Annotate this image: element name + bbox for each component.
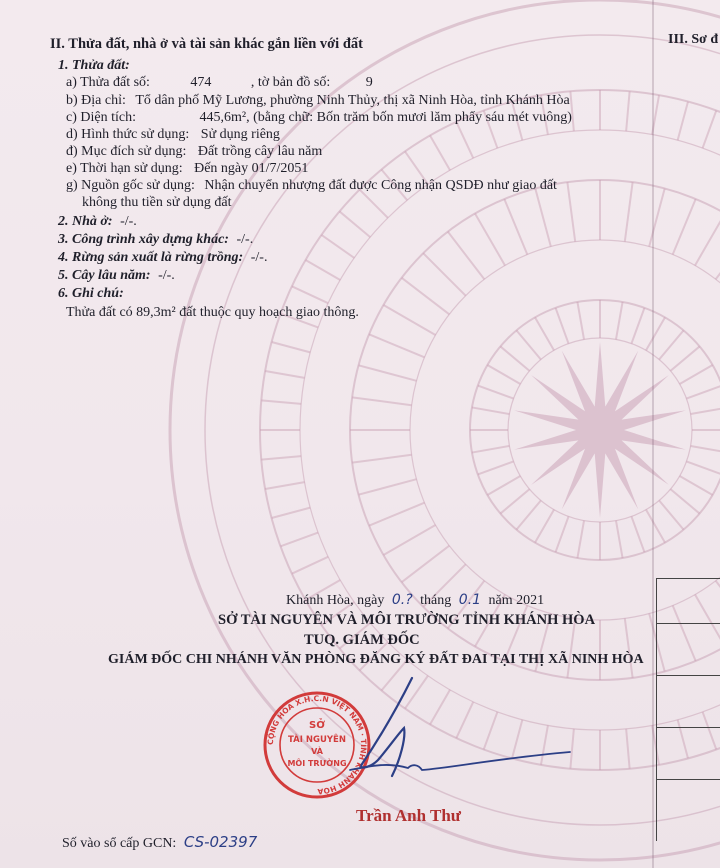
address-row xyxy=(66,93,570,109)
registry-number-row xyxy=(62,833,257,852)
map-sheet-label: , tờ bản đồ số: xyxy=(250,75,331,90)
usage-form-label: d) Hình thức sử dụng: xyxy=(66,127,190,142)
house-label: 2. Nhà ở: xyxy=(58,214,113,229)
on-behalf-title: TUQ. GIÁM ĐỐC xyxy=(304,632,420,648)
map-sheet-number: 9 xyxy=(365,75,373,90)
address-label: b) Địa chỉ: xyxy=(66,93,126,108)
term-row xyxy=(66,161,308,177)
signing-year: năm 2021 xyxy=(488,593,545,608)
signing-date xyxy=(286,592,544,609)
usage-form-row xyxy=(66,127,280,143)
perennial-value: -/-. xyxy=(158,268,175,283)
construction-value: -/-. xyxy=(236,232,254,247)
svg-text:TÀI NGUYÊN: TÀI NGUYÊN xyxy=(288,735,346,745)
perennial-row xyxy=(58,268,175,284)
parcel-label: a) Thửa đất số: xyxy=(66,75,150,90)
signer-name: Trần Anh Thư xyxy=(356,806,462,825)
month-label: tháng xyxy=(420,593,452,608)
term-value: Đến ngày 01/7/2051 xyxy=(194,161,309,176)
svg-text:CỘNG HÒA X.H.C.N VIỆT NAM · TỈ: CỘNG HÒA X.H.C.N VIỆT NAM · TỈNH KHÁNH HÒA xyxy=(265,693,369,797)
side-section-title: III. Sơ đ xyxy=(668,32,719,47)
registry-label: Số vào sổ cấp GCN: xyxy=(62,836,177,851)
signing-place-prefix: Khánh Hòa, ngày xyxy=(286,593,385,608)
house-value: -/-. xyxy=(120,214,137,229)
forest-label: 4. Rừng sản xuất là rừng trồng: xyxy=(58,250,244,265)
svg-text:VÀ: VÀ xyxy=(311,747,323,756)
term-label: e) Thời hạn sử dụng: xyxy=(66,161,183,176)
purpose-value: Đất trồng cây lâu năm xyxy=(197,144,323,159)
page-fold xyxy=(652,0,654,868)
forest-value: -/-. xyxy=(250,250,268,265)
section-title: II. Thửa đất, nhà ở và tài sản khác gắn liền với đất xyxy=(50,36,363,52)
area-value: 445,6m², (bằng chữ: Bốn trăm bốn mươi lăm phẩy sáu mét vuông) xyxy=(199,110,572,125)
perennial-label: 5. Cây lâu năm: xyxy=(58,268,151,283)
usage-form-value: Sử dụng riêng xyxy=(200,127,280,142)
house-row xyxy=(58,214,137,230)
address-value: Tổ dân phố Mỹ Lương, phường Ninh Thủy, thị xã Ninh Hòa, tỉnh Khánh Hòa xyxy=(135,93,570,108)
forest-row xyxy=(58,250,267,266)
signer-position: GIÁM ĐỐC CHI NHÁNH VĂN PHÒNG ĐĂNG KÝ ĐẤT ĐAI TẠI THỊ XÃ NINH HÒA xyxy=(108,652,644,667)
registry-number: CS-02397 xyxy=(183,833,258,851)
construction-label: 3. Công trình xây dựng khác: xyxy=(58,232,229,247)
purpose-label: đ) Mục đích sử dụng: xyxy=(66,144,187,159)
signing-month: 0.1 xyxy=(458,592,482,608)
origin-value-continued: không thu tiền sử dụng đất xyxy=(82,195,232,210)
svg-text:SỞ: SỞ xyxy=(309,720,325,731)
origin-value: Nhận chuyển nhượng đất được Công nhận QSDĐ như giao đất xyxy=(204,178,557,193)
parcel-number: 474 xyxy=(190,75,212,90)
svg-text:MÔI TRƯỜNG: MÔI TRƯỜNG xyxy=(287,759,347,768)
side-diagram-table xyxy=(656,578,720,841)
note-label: 6. Ghi chú: xyxy=(58,286,124,301)
area-row xyxy=(66,110,572,126)
area-label: c) Diện tích: xyxy=(66,110,136,125)
origin-row xyxy=(66,178,557,194)
land-heading: 1. Thửa đất: xyxy=(58,58,130,73)
construction-row xyxy=(58,232,253,248)
origin-label: g) Nguồn gốc sử dụng: xyxy=(66,178,195,193)
note-value: Thửa đất có 89,3m² đất thuộc quy hoạch giao thông. xyxy=(66,305,359,320)
issuing-organization: SỞ TÀI NGUYÊN VÀ MÔI TRƯỜNG TỈNH KHÁNH HÒA xyxy=(218,612,596,628)
signing-day: 0.? xyxy=(391,592,413,608)
handwritten-signature xyxy=(330,672,580,792)
purpose-row xyxy=(66,144,322,160)
parcel-row xyxy=(66,75,373,91)
